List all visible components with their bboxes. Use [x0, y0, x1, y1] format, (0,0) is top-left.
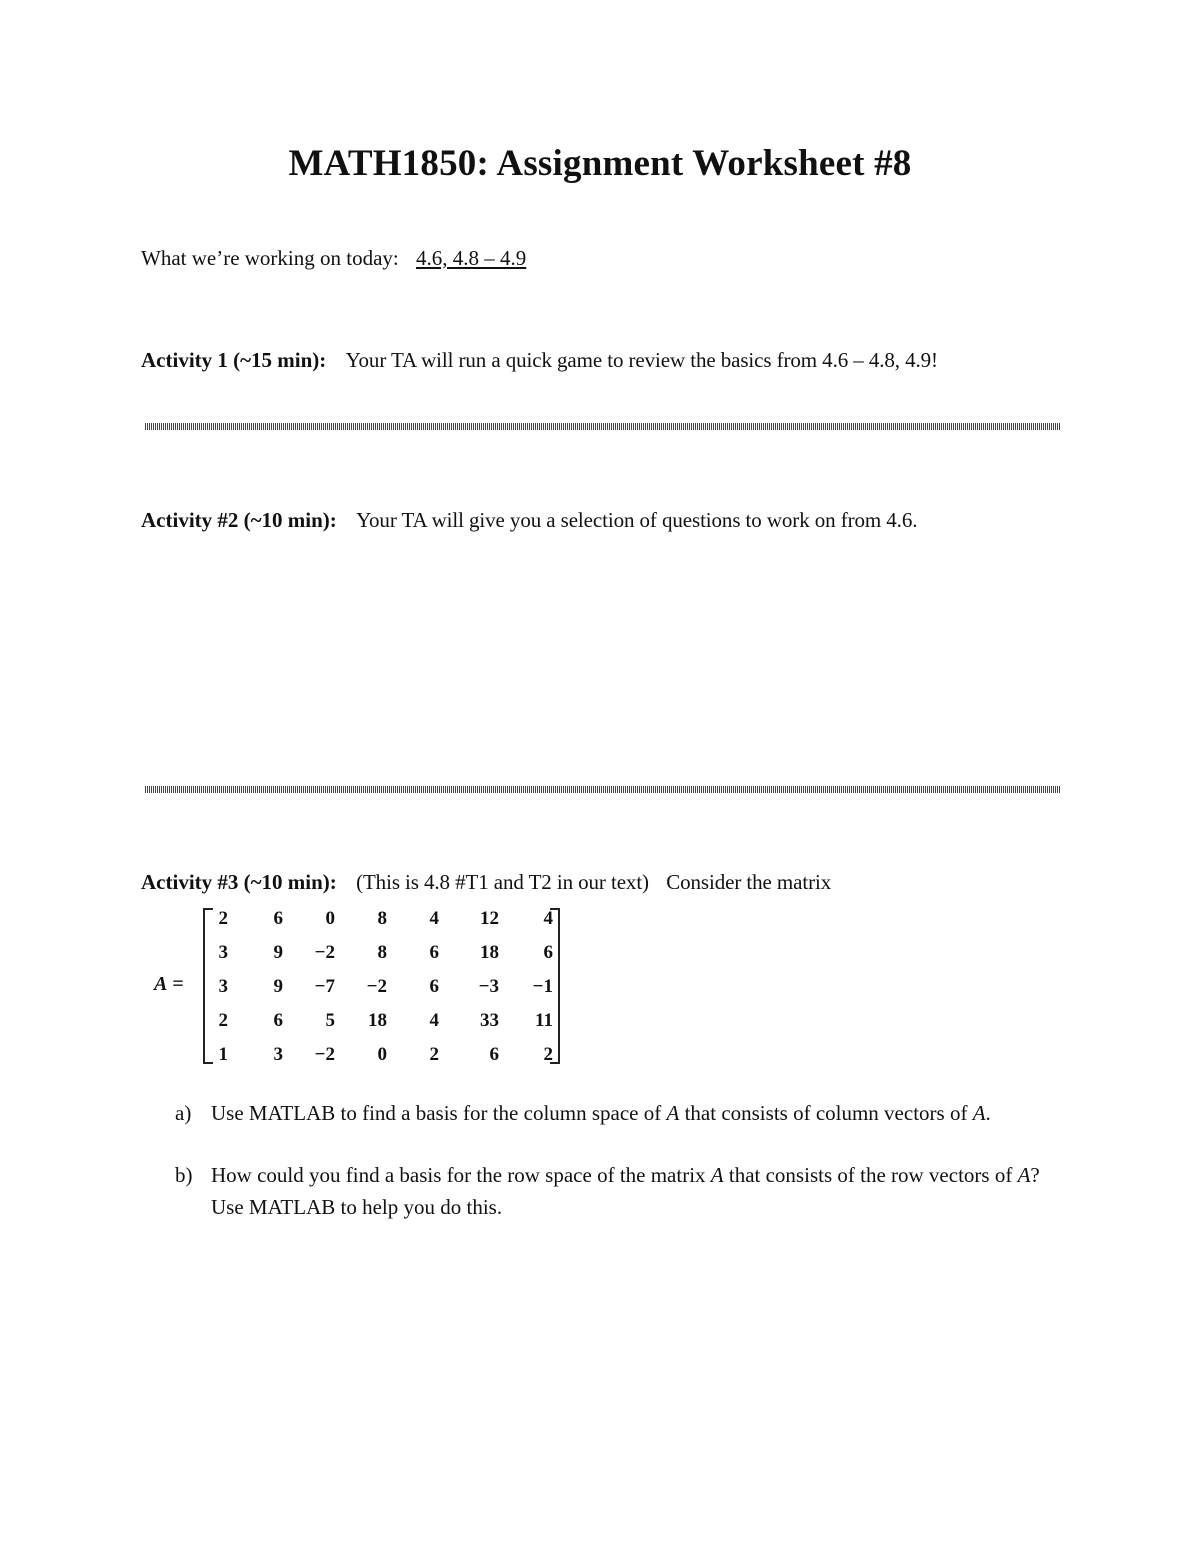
- matrix-cell: 2: [218, 1010, 228, 1031]
- matrix-cell: 8: [377, 908, 387, 929]
- matrix-cell: 9: [273, 942, 283, 963]
- matrix-cell: −7: [314, 976, 335, 997]
- today-sections: 4.6, 4.8 – 4.9: [416, 246, 527, 270]
- matrix-cell: −2: [314, 942, 335, 963]
- question-text: Use MATLAB to find a basis for the column space of A that consists of column vectors of A.: [211, 1101, 991, 1125]
- matrix-cell: 5: [325, 1010, 335, 1031]
- matrix-lhs: [154, 970, 184, 998]
- right-bracket: [550, 908, 560, 1064]
- matrix-cell: 2: [543, 1044, 553, 1065]
- matrix-cell: 4: [543, 908, 553, 929]
- equals-sign: =: [172, 973, 184, 995]
- activity-3: [141, 868, 831, 896]
- activity-3-label: Activity #3 (~10 min):: [141, 870, 337, 894]
- activity-2-text: Your TA will give you a selection of questions to work on from 4.6.: [356, 508, 918, 532]
- activity-2-label: Activity #2 (~10 min):: [141, 508, 337, 532]
- matrix-cell: 1: [218, 1044, 228, 1065]
- matrix-cell: 3: [273, 1044, 283, 1065]
- matrix-cell: 12: [480, 908, 499, 929]
- matrix-cell: 6: [489, 1044, 499, 1065]
- question-marker: a): [175, 1101, 192, 1125]
- matrix-cell: 3: [218, 976, 228, 997]
- matrix-cell: 6: [273, 908, 283, 929]
- matrix-cell: 4: [429, 1010, 439, 1031]
- matrix-cell: 9: [273, 976, 283, 997]
- matrix-grid: [206, 902, 553, 1072]
- matrix-cell: 11: [535, 1010, 553, 1031]
- today-label: What we’re working on today:: [141, 246, 399, 270]
- question-text: How could you find a basis for the row space of the matrix A that consists of the row vectors of A? Use MATLAB to help you do this.: [211, 1163, 1040, 1219]
- matrix-cell: −2: [366, 976, 387, 997]
- activity-1-label: Activity 1 (~15 min):: [141, 348, 327, 372]
- section-divider: [145, 423, 1060, 430]
- activity-1-text: Your TA will run a quick game to review the basics from 4.6 – 4.8, 4.9!: [345, 348, 938, 372]
- matrix-cell: 8: [377, 942, 387, 963]
- matrix-cell: 2: [218, 908, 228, 929]
- activity-2: [141, 506, 917, 534]
- today-line: [141, 244, 526, 272]
- activity-1: [141, 346, 938, 374]
- matrix-cell: 18: [480, 942, 499, 963]
- matrix-cell: 6: [543, 942, 553, 963]
- matrix-cell: 33: [480, 1010, 499, 1031]
- matrix-cell: 18: [368, 1010, 387, 1031]
- matrix-cell: 3: [218, 942, 228, 963]
- section-divider: [145, 786, 1060, 793]
- matrix-cell: −3: [478, 976, 499, 997]
- matrix-name: A: [154, 973, 168, 995]
- matrix-cell: 0: [325, 908, 335, 929]
- matrix-cell: 6: [429, 976, 439, 997]
- matrix-cell: 6: [273, 1010, 283, 1031]
- matrix-cell: 2: [429, 1044, 439, 1065]
- question-marker: b): [175, 1163, 193, 1187]
- activity-3-reference: (This is 4.8 #T1 and T2 in our text): [356, 870, 649, 894]
- matrix-cell: 4: [429, 908, 439, 929]
- page-title: MATH1850: Assignment Worksheet #8: [288, 143, 912, 184]
- matrix-cell: −1: [532, 976, 553, 997]
- matrix-cell: −2: [314, 1044, 335, 1065]
- matrix-cell: 6: [429, 942, 439, 963]
- activity-3-text: Consider the matrix: [666, 870, 832, 894]
- matrix-cell: 0: [377, 1044, 387, 1065]
- matrix-equation: [154, 900, 574, 1066]
